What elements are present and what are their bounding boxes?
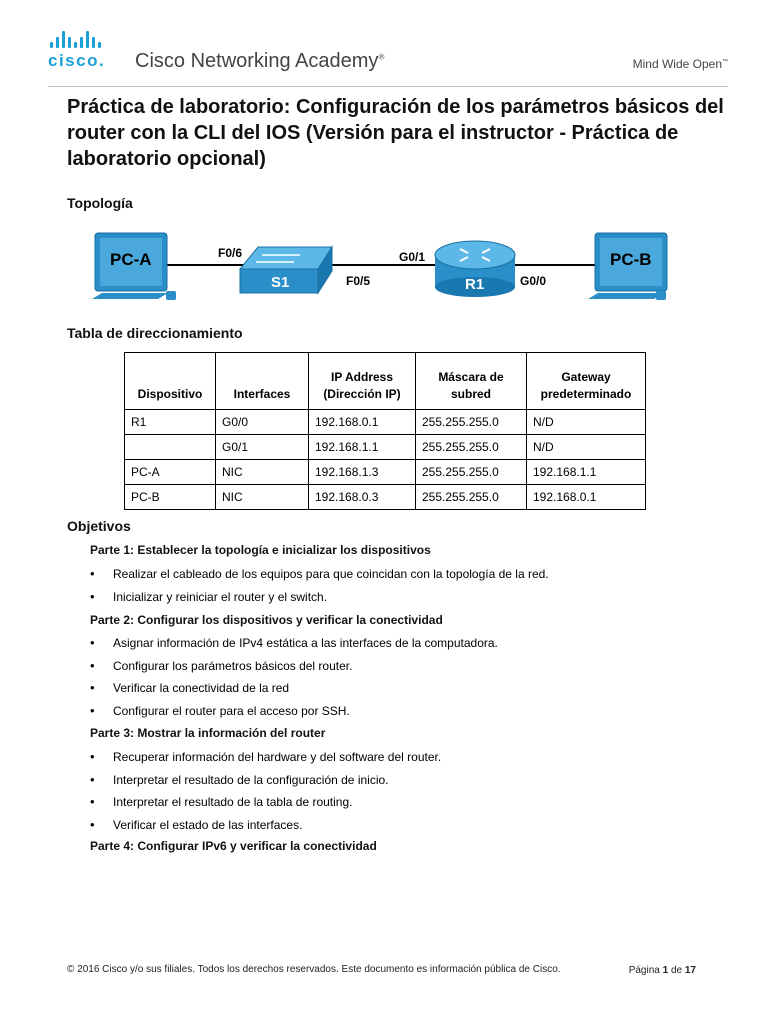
table-row [125,435,646,460]
list-item: • Configurar el router para el acceso por SSH. [90,704,498,727]
brand-name: Cisco Networking Academy® [135,50,385,72]
brand-tagline: Mind Wide Open™ [632,57,728,71]
document-title: Práctica de laboratorio: Configuración de los parámetros básicos del router con la CLI del IOS (Versión para el instructor - Práctica de laboratorio opcional) [67,96,724,170]
pc-a-icon [92,233,176,300]
page-number [629,965,696,976]
port-f06-label: F0/6 [218,246,243,260]
pc-a-label: PC-A [110,250,152,269]
switch-s1-icon [240,247,332,293]
list-item: • Verificar el estado de las interfaces. [90,818,441,841]
table-cell: 255.255.255.0 [416,435,527,460]
list-item: • Configurar los parámetros básicos del router. [90,659,498,682]
table-cell: 255.255.255.0 [416,460,527,485]
table-cell: PC-A [125,460,216,485]
list-item: • Recuperar información del hardware y del software del router. [90,750,441,773]
topology-diagram [90,225,670,310]
part-2-title: Parte 2: Configurar los dispositivos y verificar la conectividad [90,613,443,627]
pc-b-label: PC-B [610,250,652,269]
list-item: • Verificar la conectividad de la red [90,681,498,704]
addressing-heading: Tabla de direccionamiento [67,325,243,341]
table-cell: PC-B [125,485,216,510]
list-item: • Interpretar el resultado de la tabla de routing. [90,795,441,818]
list-item: • Asignar información de IPv4 estática a las interfaces de la computadora. [90,636,498,659]
port-g01-label: G0/1 [399,250,426,264]
addressing-table [124,352,646,510]
page-total: 17 [684,965,696,976]
router-r1-label: R1 [465,276,485,293]
page-of: de [670,965,683,976]
table-row [125,410,646,435]
page-current: 1 [662,965,669,976]
cisco-bars-icon [50,30,105,48]
part-4-title: Parte 4: Configurar IPv6 y verificar la conectividad [90,839,377,853]
part-3-title: Parte 3: Mostrar la información del router [90,726,326,740]
table-row [125,460,646,485]
header-cell: IP Address (Dirección IP) [309,353,416,410]
table-cell: G0/0 [216,410,309,435]
part-1-list [90,567,549,612]
table-row [125,485,646,510]
router-r1-icon [435,241,515,297]
part-1-title: Parte 1: Establecer la topología e inicializar los dispositivos [90,543,431,557]
table-cell: 192.168.0.1 [309,410,416,435]
table-header-row [125,353,646,410]
list-item: • Inicializar y reiniciar el router y el switch. [90,590,549,613]
cisco-wordmark: cisco. [48,51,106,70]
header-cell: Interfaces [216,353,309,410]
topology-heading: Topología [67,195,133,211]
table-cell: 192.168.1.3 [309,460,416,485]
header-cell: Dispositivo [125,353,216,410]
table-cell: 192.168.1.1 [309,435,416,460]
port-f05-label: F0/5 [346,274,371,288]
page-word: Página [628,965,660,976]
part-3-list [90,750,441,840]
table-cell: G0/1 [216,435,309,460]
objectives-heading: Objetivos [67,518,131,534]
port-g00-label: G0/0 [520,274,547,288]
table-cell: NIC [216,460,309,485]
list-item: • Realizar el cableado de los equipos para que coincidan con la topología de la red. [90,567,549,590]
cisco-logo [48,30,105,71]
table-cell: N/D [527,435,646,460]
table-cell [125,435,216,460]
table-cell: R1 [125,410,216,435]
table-cell: 255.255.255.0 [416,410,527,435]
table-cell: 192.168.0.3 [309,485,416,510]
switch-s1-label: S1 [271,274,290,291]
pc-b-icon [588,233,667,300]
table-cell: 255.255.255.0 [416,485,527,510]
header-cell: Máscara de subred [416,353,527,410]
footer-copyright: © 2016 Cisco y/o sus filiales. Todos los derechos reservados. Este documento es información pública de Cisco. [67,964,561,975]
page-header [0,0,768,90]
part-2-list [90,636,498,726]
table-cell: 192.168.1.1 [527,460,646,485]
table-cell: N/D [527,410,646,435]
table-cell: NIC [216,485,309,510]
table-cell: 192.168.0.1 [527,485,646,510]
header-divider [48,86,728,87]
header-cell: Gateway predeterminado [527,353,646,410]
list-item: • Interpretar el resultado de la configuración de inicio. [90,773,441,796]
